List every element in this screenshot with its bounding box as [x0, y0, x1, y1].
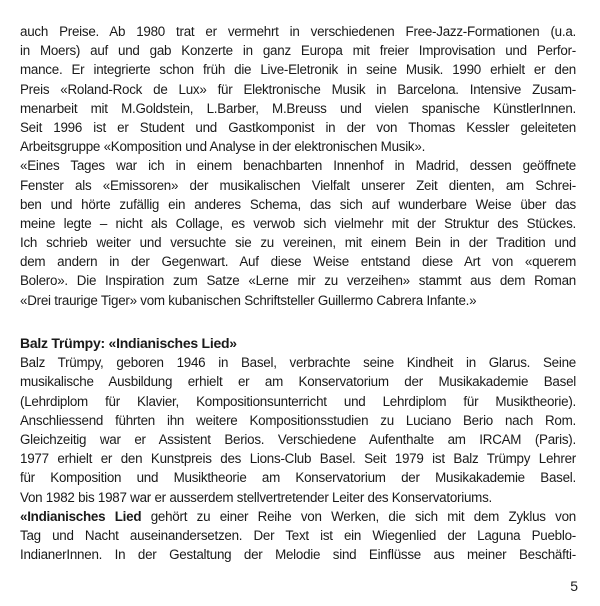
quote-line: «Eines Tages war ich in einem benachbarten Innenhof in Madrid, dessen geöffnete — [20, 158, 576, 174]
quote-line: meine legte – nicht als Collage, es verwob sich vielmehr mit der Struktur des Stückes. — [20, 215, 576, 231]
text-line — [20, 507, 576, 526]
body-text-upper — [20, 22, 576, 310]
text-line: (Lehrdiplom für Klavier, Kompositionsunterricht und Lehrdiplom für Musiktheorie). — [20, 393, 576, 409]
text-run: gehört zu einer Reihe von Werken, die sich mit dem Zyklus von — [141, 508, 576, 524]
quote-line: Bolero». Die Inspiration zum Satze «Lerne mir zu verzeihen» stammt aus dem Roman — [20, 273, 576, 289]
section-heading: Balz Trümpy: «Indianisches Lied» — [20, 335, 237, 351]
text-line: auch Preise. Ab 1980 trat er vermehrt in verschiedenen Free-Jazz-Formationen (u.a. — [20, 24, 576, 39]
text-line: Gleichzeitig war er Assistent Berios. Verschiedene Aufenthalte am IRCAM (Paris). — [20, 431, 576, 447]
quote-line: dem andern in der Gegenwart. Auf diese Weise entstand diese Art von «querem — [20, 254, 576, 270]
quote-line: «Drei traurige Tiger» vom kubanischen Schriftsteller Guillermo Cabrera Infante.» — [20, 292, 477, 308]
text-line: Tag und Nacht auseinandersetzen. Der Text ist ein Wiegenlied der Laguna Pueblo- — [20, 527, 576, 543]
text-line: Seit 1996 ist er Student und Gastkomponist in der von Thomas Kessler geleiteten — [20, 119, 576, 135]
text-line: Von 1982 bis 1987 war er ausserdem stellvertretender Leiter des Konservatoriums. — [20, 489, 492, 505]
quote-line: ben und hörte zufällig ein anderes Schema, das sich auf wunderbare Weise über das — [20, 196, 576, 212]
work-title-emphasis: «Indianisches Lied — [20, 508, 142, 524]
text-line: mance. Er integrierte schon früh die Live-Eletronik in seine Musik. 1990 erhielt er den — [20, 62, 576, 78]
text-line: IndianerInnen. In der Gestaltung der Melodie sind Einflüsse aus meiner Beschäfti- — [20, 547, 576, 563]
text-line: in Moers) auf und gab Konzerte in ganz Europa mit freier Improvisation und Perfor- — [20, 43, 576, 59]
body-text-lower — [20, 334, 576, 564]
text-line: menarbeit mit M.Goldstein, L.Barber, M.Breuss und vielen spanische KünstlerInnen. — [20, 100, 576, 116]
text-line: musikalische Ausbildung erhielt er am Konservatorium der Musikakademie Basel — [20, 374, 576, 390]
text-line: Balz Trümpy, geboren 1946 in Basel, verbrachte seine Kindheit in Glarus. Seine — [20, 355, 576, 371]
quote-line: Fenster als «Emissoren» der musikalischen Vielfalt unserer Zeit dienten, am Schrei- — [20, 177, 576, 193]
quote-line: Ich schrieb weiter und versuchte sie zu vereinen, mit einem Bein in der Tradition und — [20, 235, 576, 251]
page-number: 5 — [570, 578, 578, 594]
text-line: Arbeitsgruppe «Komposition und Analyse in der elektronischen Musik». — [20, 139, 426, 155]
text-line: Anschliessend führten ihn weitere Kompositionsstudien zu Luciano Berio nach Rom. — [20, 412, 576, 428]
text-line: für Komposition und Musiktheorie am Konservatorium der Musikakademie Basel. — [20, 470, 576, 486]
text-line: Preis «Roland-Rock de Lux» für Elektronische Musik in Barcelona. Intensive Zusam- — [20, 81, 576, 97]
text-line: 1977 erhielt er den Kunstpreis des Lions-Club Basel. Seit 1979 ist Balz Trümpy Lehrer — [20, 451, 576, 467]
